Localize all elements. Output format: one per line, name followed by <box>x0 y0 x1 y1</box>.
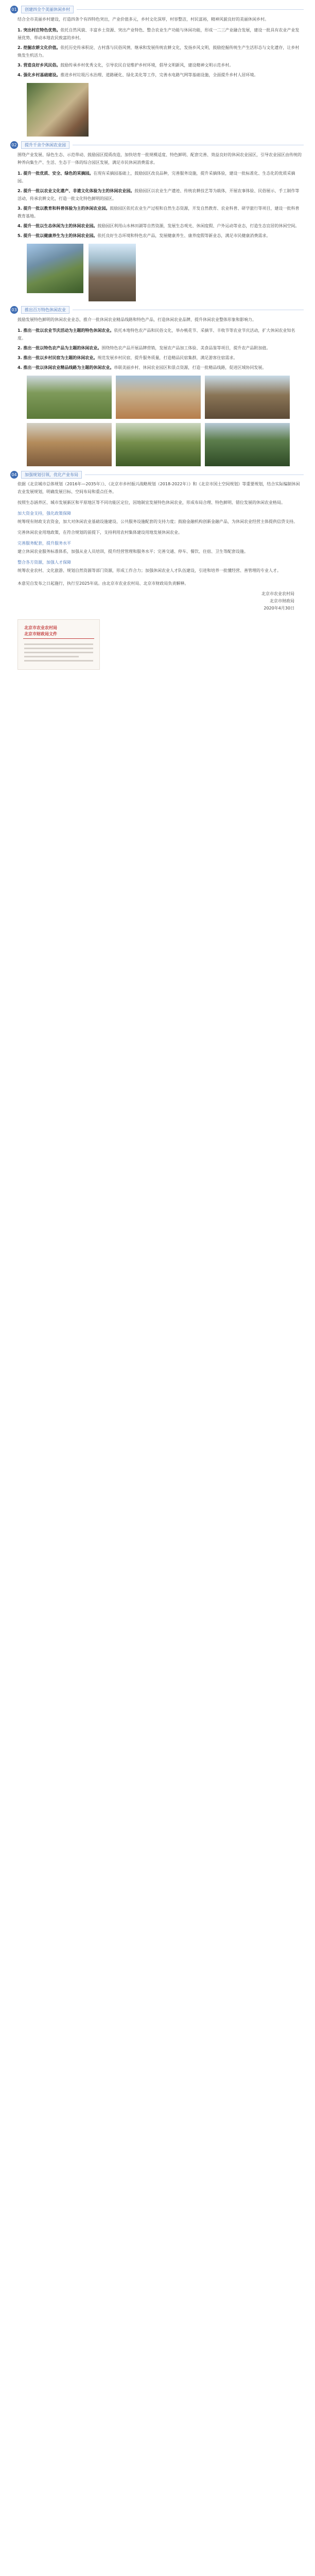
item-text: 依托自然风貌、丰富乡土资源、突出产业特色、整合农业生产功能与休闲功能，形成一二三产业融合发展，建设一批具有农业产业发展优势、带动本地农民致富的乡村。 <box>18 28 300 40</box>
item-text: 鼓励园区利用山水林田湖等自然资源，发展生态观光、休闲度假、户外运动等业态，打造生态宜居的休闲空间。 <box>97 224 300 228</box>
photo-grid <box>27 376 305 466</box>
list-item <box>18 364 303 371</box>
section-intro: 结合全市美丽乡村建设，打造四条个有四特色突出，产业价值多元，乡村文化深厚，村容整洁，村民富裕，精神风貌良好的美丽休闲乡村。 <box>18 17 269 22</box>
section-title: 创建四全个美丽休闲乡村 <box>21 6 74 13</box>
item-text: 串联美丽乡村、休闲农业园区和景点资源，打造一批精品线路，促进区域协同发展。 <box>114 365 267 370</box>
item-text: 规范发展乡村民宿，提升服务质量，打造精品民宿集群，满足游客住宿需求。 <box>97 355 238 360</box>
park-photo <box>27 244 83 293</box>
item-lead: 2. 挖掘农耕文化价值。 <box>18 45 61 50</box>
section-intro: 鼓励发展特色鲜明的休闲农业业态，推介一批休闲农业精品线路和特色产品，打造休闲农业品牌，提升休闲农业整体形象和影响力。 <box>18 317 256 322</box>
item-lead: 3. 推出一批以乡村民宿为主题的休闲农业。 <box>18 355 98 360</box>
signature-org: 北京市农业农村局 <box>261 591 294 596</box>
item-text: 围绕特色农产品开展品牌营销，发展农产品加工体验、美食品鉴等项目，提升农产品附加值。 <box>101 346 271 350</box>
grid-photo <box>205 423 290 466</box>
item-lead: 1. 推出一批以农业节庆活动为主题的特色休闲农业。 <box>18 328 114 333</box>
item-text: 鼓励园区依托农业生产过程和自然生态资源，开发自然教育、农业科普、研学旅行等项目，建设一批科普教育基地。 <box>18 206 300 218</box>
header-rule <box>85 474 304 475</box>
subheading: 完善服务配套，提升服务水平 <box>18 541 71 546</box>
section-title: 提升千余个休闲农业园 <box>21 141 69 149</box>
section-title: 推出百万特色休闲农业 <box>21 306 69 314</box>
park-photos <box>27 244 315 301</box>
item-list <box>0 170 315 240</box>
item-list <box>0 26 315 79</box>
item-lead: 5. 提升一批以健康养生为主的休闲农业园。 <box>18 233 98 238</box>
doc-red-rule <box>23 638 94 639</box>
item-lead: 2. 推出一批以特色农产品为主题的休闲农业。 <box>18 346 102 350</box>
grid-photo <box>116 376 201 419</box>
paragraph: 完善休闲农业用地政策，在符合规划的前提下，支持利用农村集体建设用地发展休闲农业。 <box>18 530 182 535</box>
doc-text-line <box>24 660 93 662</box>
section-header <box>0 470 315 479</box>
doc-header-line: 北京市农业农村局 <box>24 625 57 630</box>
item-lead: 4. 提升一批以生态休闲为主的休闲农业园。 <box>18 224 98 228</box>
list-item <box>18 170 303 185</box>
park-photo <box>89 244 136 301</box>
grid-photo <box>116 423 201 466</box>
doc-text-line <box>24 652 93 653</box>
item-text: 依托良好生态环境和特色农产品，发展健康养生、康养度假等新业态，满足市民健康消费需求。 <box>97 233 271 238</box>
item-lead: 1. 突出村庄特色优势。 <box>18 28 61 32</box>
item-text: 推进乡村垃圾污水治理、道路硬化、绿化美化等工作，完善水电路气网等基础设施，全面提升乡村人居环境。 <box>60 73 258 77</box>
grid-photo <box>27 376 112 419</box>
section-number-badge: 04 <box>10 471 18 479</box>
list-item <box>18 44 303 59</box>
item-lead: 3. 提升一批以教育和科普体验为主的休闲农业园。 <box>18 206 110 211</box>
village-photo <box>27 83 315 137</box>
list-item <box>18 205 303 220</box>
signature-date: 2020年4月30日 <box>264 606 294 611</box>
list-item <box>18 187 303 202</box>
section-intro: 围绕产业发展、绿色生态、示范带动、鼓励园区提质改造，加快培育一批规模适度、特色鲜明、配套完善、效益良好的休闲农业园区，引导农业园区由传统的种养向集生产、生活、生态于一体的综合园区发展，满足市民休闲消费需求。 <box>18 152 302 165</box>
signature-org: 北京市财政局 <box>270 599 294 603</box>
item-list <box>0 327 315 371</box>
item-lead: 1. 提升一批优质、安全、绿色的采摘园。 <box>18 171 94 176</box>
paragraph: 统筹现有财政支农资金，加大对休闲农业基础设施建设、公共服务设施配套的支持力度；鼓励金融机构创新金融产品，为休闲农业经营主体提供信贷支持。 <box>18 519 297 524</box>
doc-text-line <box>24 656 79 657</box>
paragraph: 依据《北京城市总体规划（2016年—2035年）》、《北京市乡村振兴战略规划（2018-2022年）》和《北京市国土空间规划》等重要规划，结合实际编制休闲农业发展规划，明确发展目标、空间布局和重点任务。 <box>18 482 300 494</box>
list-item <box>18 71 303 79</box>
section-header <box>0 141 315 149</box>
list-item <box>18 61 303 69</box>
list-item <box>18 344 303 352</box>
paragraph: 按照生态涵养区、城市发展新区和平原地区等不同功能区定位，因地制宜发展特色休闲农业，形成布局合理、特色鲜明、错位发展的休闲农业格局。 <box>18 500 285 505</box>
section-header <box>0 306 315 314</box>
item-lead: 4. 推出一批以休闲农业精品线路为主题的休闲农业。 <box>18 365 114 370</box>
header-rule <box>77 9 304 10</box>
section-title: 加强规划引领，优化产业布局 <box>21 471 82 479</box>
document-image <box>18 619 100 670</box>
item-text: 在现有采摘园基础上，鼓励园区改良品种，完善服务设施，提升采摘体验，建设一批标准化、生态化的优质采摘园。 <box>18 171 295 183</box>
grid-photo <box>27 423 112 466</box>
section-number-badge: 01 <box>10 6 18 13</box>
item-lead: 2. 提升一批以农业文化遗产、非遗文化体验为主的休闲农业园。 <box>18 189 135 193</box>
doc-text-line <box>24 643 93 645</box>
subheading: 加大资金支持，强化政策保障 <box>18 511 71 516</box>
list-item <box>18 354 303 362</box>
item-text: 依托本地特色农产品和民俗文化，举办桃花节、采摘节、丰收节等农业节庆活动，扩大休闲农业知名度。 <box>18 328 295 341</box>
paragraph: 统筹农业农村、文化旅游、规划自然资源等部门资源，形成工作合力；加强休闲农业人才队伍建设，引进和培养一批懂经营、善管理的专业人才。 <box>18 568 281 573</box>
closing-paragraph: 本意见自发布之日起施行，执行至2025年底。由北京市农业农村局、北京市财政局负责解释。 <box>18 581 189 586</box>
item-text: 依托历史传承积淀、古村落与民俗风情，继承和发展传统农耕文化，发扬乡风文明，鼓励挖掘传统生产生活形态与文化遗存，让乡村焕发生机活力。 <box>18 45 300 58</box>
subheading: 整合各方资源，加强人才保障 <box>18 560 71 565</box>
list-item <box>18 232 303 240</box>
doc-header-line: 北京市财政局文件 <box>24 632 57 636</box>
item-text: 鼓励园区以农业生产遗迹、传统农耕技艺等为载体，开展农事体验、民俗展示、手工制作等活动，传承农耕文化，打造一批文化特色鲜明的园区。 <box>18 189 300 201</box>
section-number-badge: 02 <box>10 141 18 149</box>
section-header <box>0 5 315 13</box>
article <box>0 0 315 679</box>
grid-photo <box>205 376 290 419</box>
paragraph: 建立休闲农业服务标准体系，加强从业人员培训，提升经营管理和服务水平；完善交通、停车、餐饮、住宿、卫生等配套设施。 <box>18 549 248 554</box>
list-item <box>18 222 303 230</box>
item-text: 鼓励传承乡村优秀文化，引导农民自觉维护乡村环境，倡导文明新风，建设精神文明示范乡村。 <box>60 63 234 67</box>
list-item <box>18 327 303 342</box>
item-lead: 3. 营造良好乡风民俗。 <box>18 63 61 67</box>
list-item <box>18 26 303 42</box>
section-number-badge: 03 <box>10 306 18 314</box>
item-lead: 4. 强化乡村基础建设。 <box>18 73 61 77</box>
doc-text-line <box>24 648 93 649</box>
